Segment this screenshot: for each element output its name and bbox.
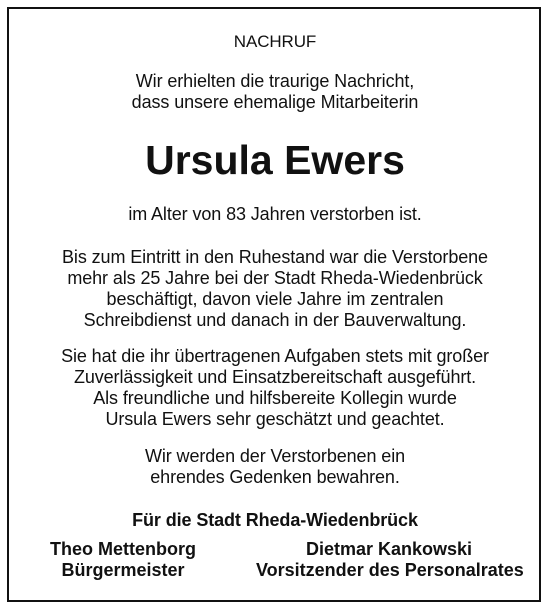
paragraph2-line-2: Zuverlässigkeit und Einsatzbereitschaft ausgeführt. — [73, 367, 477, 387]
organization-line: Für die Stadt Rheda-Wiedenbrück — [132, 510, 418, 530]
signatory-title-2: Vorsitzender des Personalrates — [256, 560, 524, 580]
paragraph1-line-4: Schreibdienst und danach in der Bauverwaltung. — [83, 310, 467, 330]
signatory-name-1: Theo Mettenborg — [50, 539, 196, 559]
paragraph2-line-4: Ursula Ewers sehr geschätzt und geachtet. — [105, 409, 445, 429]
paragraph1-line-2: mehr als 25 Jahre bei der Stadt Rheda-Wiedenbrück — [67, 268, 483, 288]
age-line: im Alter von 83 Jahren verstorben ist. — [128, 204, 422, 224]
paragraph3-line-2: ehrendes Gedenken bewahren. — [150, 467, 400, 487]
paragraph3-line-1: Wir werden der Verstorbenen ein — [144, 446, 406, 466]
signatory-title-1: Bürgermeister — [61, 560, 185, 580]
paragraph1-line-3: beschäftigt, davon viele Jahre im zentralen — [106, 289, 444, 309]
paragraph2-line-3: Als freundliche und hilfsbereite Kollegin wurde — [93, 388, 457, 408]
paragraph1-line-1: Bis zum Eintritt in den Ruhestand war die Verstorbene — [62, 247, 488, 267]
intro-line-2: dass unsere ehemalige Mitarbeiterin — [131, 92, 419, 112]
signatory-name-2: Dietmar Kankowski — [305, 539, 473, 559]
paragraph2-line-1: Sie hat die ihr übertragenen Aufgaben stets mit großer — [61, 346, 489, 366]
intro-line-1: Wir erhielten die traurige Nachricht, — [135, 71, 415, 91]
notice-heading: NACHRUF — [233, 32, 317, 51]
deceased-name: Ursula Ewers — [145, 137, 405, 183]
